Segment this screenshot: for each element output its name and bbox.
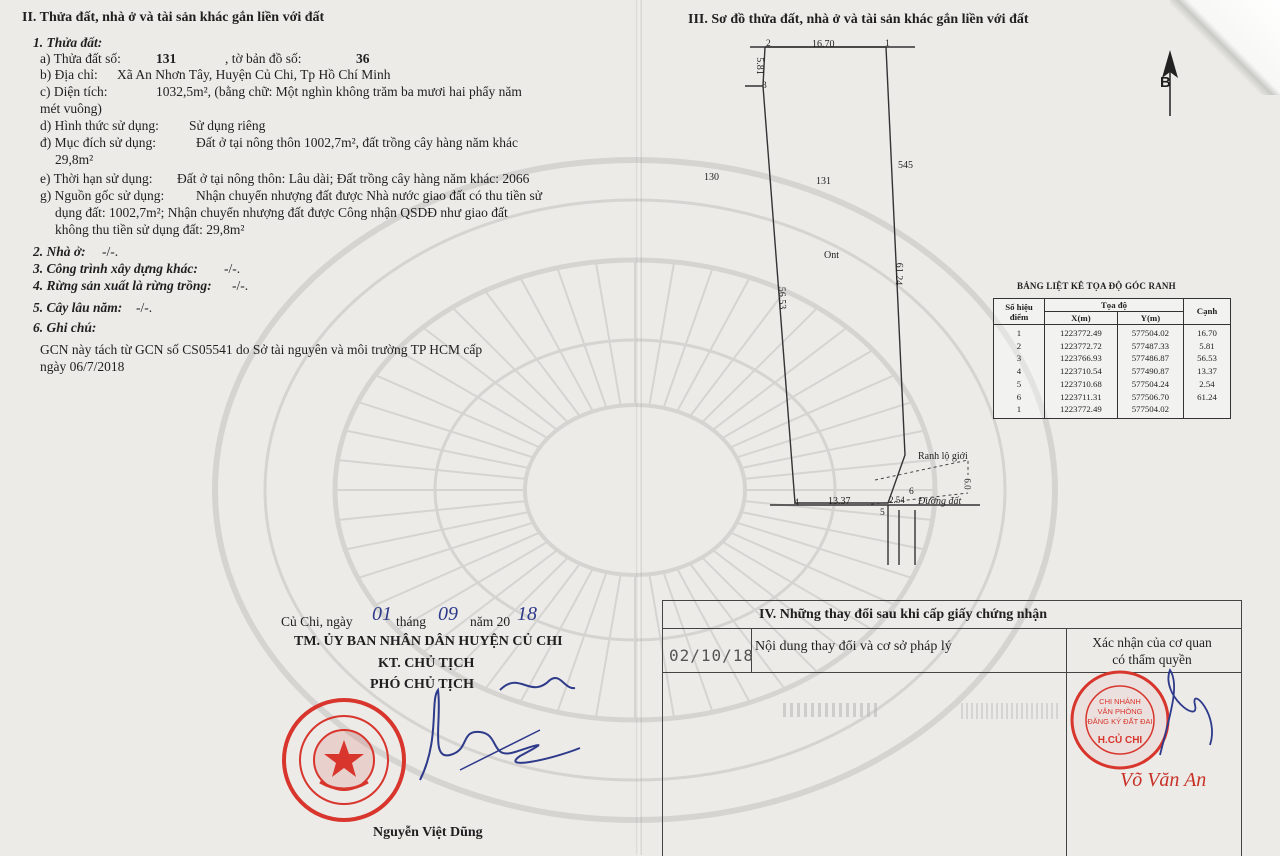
land-type-ont: Ont <box>824 250 839 261</box>
signature-scribble <box>380 660 620 800</box>
point-5: 5 <box>880 508 885 518</box>
coord-cell-p: 4 <box>1016 366 1022 377</box>
edge-left-short: 5.81 <box>753 57 765 75</box>
coord-table-title: BẢNG LIỆT KÊ TỌA ĐỘ GÓC RANH <box>1017 281 1176 291</box>
sign-date-prefix: Củ Chi, ngày <box>281 614 353 629</box>
notes-line-1: GCN này tách từ GCN số CS05541 do Sở tài nguyên và môi trường TP HCM cấp <box>40 342 483 357</box>
svg-text:ĐĂNG KÝ ĐẤT ĐAI: ĐĂNG KÝ ĐẤT ĐAI <box>1087 717 1153 726</box>
svg-text:VĂN PHÒNG: VĂN PHÒNG <box>1097 707 1143 716</box>
usage-purpose-label: đ) Mục đích sử dụng: <box>40 135 157 150</box>
coord-cell-x: 1223766.93 <box>1059 353 1102 364</box>
sign-day: 01 <box>372 603 392 625</box>
edge-bottom: 13.37 <box>828 496 851 507</box>
edge-6: 6.0 <box>962 478 973 490</box>
point-4: 4 <box>794 498 799 508</box>
map-sheet-label: , tờ bản đồ số: <box>225 51 302 66</box>
coord-cell-x: 1223772.49 <box>1059 328 1102 338</box>
coord-edge: 13.37 <box>1197 366 1217 377</box>
neighbor-545: 545 <box>898 160 913 171</box>
sign-role-2: PHÓ CHỦ TỊCH <box>370 677 474 692</box>
coord-edge: 61.24 <box>1197 391 1217 402</box>
district-seal <box>280 696 408 824</box>
notes-heading: 6. Ghi chú: <box>33 320 97 335</box>
coord-cell-y: 577486.87 <box>1131 353 1170 364</box>
coord-cell-y: 577504.24 <box>1131 378 1170 389</box>
area-value: 1032,5m², (bằng chữ: Một nghìn không trăm ba mươi hai phẩy năm <box>156 84 522 99</box>
parcel-number-label: a) Thửa đất số: <box>40 51 121 66</box>
road-label: Đường đất <box>918 496 962 507</box>
coord-cell-y: 577506.70 <box>1131 391 1170 402</box>
coord-table <box>993 298 1231 419</box>
coord-cell-y: 577504.02 <box>1131 328 1170 338</box>
sign-year-label: năm 20 <box>470 614 511 629</box>
coord-col-y <box>1117 325 1183 419</box>
house-value: -/-. <box>102 244 119 259</box>
usage-term-label: e) Thời hạn sử dụng: <box>40 171 153 186</box>
coord-cell-y: 577487.33 <box>1131 340 1170 351</box>
seal-emblem-icon <box>280 696 408 824</box>
svg-text:CHI NHÁNH: CHI NHÁNH <box>1099 697 1141 706</box>
coord-cell-p: 6 <box>1016 391 1022 402</box>
edge-right: 61.24 <box>892 262 905 286</box>
coord-header-y: Y(m) <box>1117 312 1183 325</box>
office-signature-scribble <box>1140 665 1230 765</box>
changes-col-content: Nội dung thay đổi và cơ sở pháp lý <box>755 639 952 654</box>
address-label: b) Địa chỉ: <box>40 67 98 82</box>
house-heading: 2. Nhà ở: <box>33 244 86 259</box>
changes-col-confirm-line2: có thẩm quyền <box>1112 652 1192 667</box>
coord-header-edge: Cạnh <box>1184 299 1231 325</box>
coord-cell-x: 1223772.72 <box>1059 340 1102 351</box>
sign-role-1: KT. CHỦ TỊCH <box>378 656 475 671</box>
coord-cell-p: 1 <box>1016 328 1022 338</box>
sign-month-label: tháng <box>396 614 426 629</box>
edge-left: 56.53 <box>775 286 788 310</box>
point-3: 3 <box>762 81 767 91</box>
coord-edge: 2.54 <box>1199 378 1215 389</box>
coord-cell-x: 1223711.31 <box>1060 391 1102 402</box>
notes-line-2: ngày 06/7/2018 <box>40 359 125 374</box>
coord-edge: 16.70 <box>1197 328 1217 338</box>
coord-col-edges <box>1184 325 1231 419</box>
signer-name: Nguyễn Việt Dũng <box>373 825 483 840</box>
origin-value: Nhận chuyển nhượng đất được Nhà nước giao đất có thu tiền sử <box>196 188 543 203</box>
folded-corner <box>1170 0 1280 95</box>
coord-header-x: X(m) <box>1045 312 1118 325</box>
coord-cell-p: 1 <box>1016 404 1022 415</box>
map-sheet-number: 36 <box>356 51 370 66</box>
coord-cell-y: 577504.02 <box>1131 404 1170 415</box>
point-2: 2 <box>766 39 771 49</box>
point-6: 6 <box>909 487 914 497</box>
coord-col-x <box>1045 325 1118 419</box>
sign-year: 18 <box>517 603 537 625</box>
parcel-heading: 1. Thửa đất: <box>33 35 103 50</box>
coord-header-point: Số hiệu điểm <box>994 299 1045 325</box>
changes-col-confirm-line1: Xác nhận của cơ quan <box>1092 635 1212 650</box>
area-label: c) Diện tích: <box>40 84 108 99</box>
perennial-value: -/-. <box>136 300 153 315</box>
blurred-text-1 <box>783 703 878 717</box>
forest-value: -/-. <box>232 278 249 293</box>
origin-value-cont: dụng đất: 1002,7m²; Nhận chuyển nhượng đất được Công nhận QSDĐ như giao đất <box>55 205 508 220</box>
coord-cell-y: 577490.87 <box>1131 366 1170 377</box>
section-3-title: III. Sơ đồ thửa đất, nhà ở và tài sản khác gắn liền với đất <box>688 12 1029 27</box>
changes-col-confirm <box>1072 634 1232 668</box>
perennial-heading: 5. Cây lâu năm: <box>33 300 123 315</box>
coord-cell-x: 1223772.49 <box>1059 404 1102 415</box>
coord-edge: 5.81 <box>1199 340 1215 351</box>
coord-cell-p: 5 <box>1016 378 1022 389</box>
coord-header-coord: Tọa độ <box>1045 299 1184 312</box>
parcel-number: 131 <box>156 51 177 66</box>
area-value-cont: mét vuông) <box>40 101 102 116</box>
forest-heading: 4. Rừng sản xuất là rừng trồng: <box>33 278 212 293</box>
address-value: Xã An Nhơn Tây, Huyện Củ Chi, Tp Hồ Chí Minh <box>117 67 391 82</box>
other-construction-heading: 3. Công trình xây dựng khác: <box>33 261 198 276</box>
road-boundary-label: Ranh lộ giới <box>918 451 968 462</box>
north-label: B <box>1160 74 1171 91</box>
edge-top: 16.70 <box>812 39 835 50</box>
usage-purpose-value: Đất ở tại nông thôn 1002,7m², đất trồng cây hàng năm khác <box>196 135 518 150</box>
point-1: 1 <box>885 39 890 49</box>
usage-purpose-cont: 29,8m² <box>55 152 94 167</box>
parcel-label-131: 131 <box>816 176 831 187</box>
usage-form-label: d) Hình thức sử dụng: <box>40 118 159 133</box>
coord-cell-x: 1223710.68 <box>1059 378 1102 389</box>
sign-month: 09 <box>438 603 458 625</box>
section-2-title: II. Thửa đất, nhà ở và tài sản khác gắn liền với đất <box>22 10 325 25</box>
other-construction-value: -/-. <box>224 261 241 276</box>
edge-bottom-small: 2.54 <box>889 495 905 505</box>
coord-col-points <box>994 325 1045 419</box>
neighbor-130: 130 <box>704 172 719 183</box>
coord-cell-x: 1223710.54 <box>1059 366 1102 377</box>
coord-cell-p: 3 <box>1016 353 1022 364</box>
changes-title: IV. Những thay đổi sau khi cấp giấy chứng nhận <box>759 607 1048 622</box>
blurred-text-2 <box>961 703 1061 719</box>
coord-cell-p: 2 <box>1016 340 1022 351</box>
origin-label: g) Nguồn gốc sử dụng: <box>40 188 165 203</box>
coord-edge: 56.53 <box>1197 353 1217 364</box>
sign-organization: TM. ỦY BAN NHÂN DÂN HUYỆN CỦ CHI <box>294 634 563 649</box>
usage-form-value: Sử dụng riêng <box>189 118 266 133</box>
svg-text:H.CỦ CHI: H.CỦ CHI <box>1097 735 1143 746</box>
usage-term-value: Đất ở tại nông thôn: Lâu dài; Đất trồng cây hàng năm khác: 2066 <box>177 171 530 186</box>
office-signer-handwritten: Võ Văn An <box>1120 769 1207 791</box>
origin-value-cont2: không thu tiền sử dụng đất: 29,8m² <box>55 222 245 237</box>
changes-date-handwritten: 02/10/18 <box>669 646 755 665</box>
